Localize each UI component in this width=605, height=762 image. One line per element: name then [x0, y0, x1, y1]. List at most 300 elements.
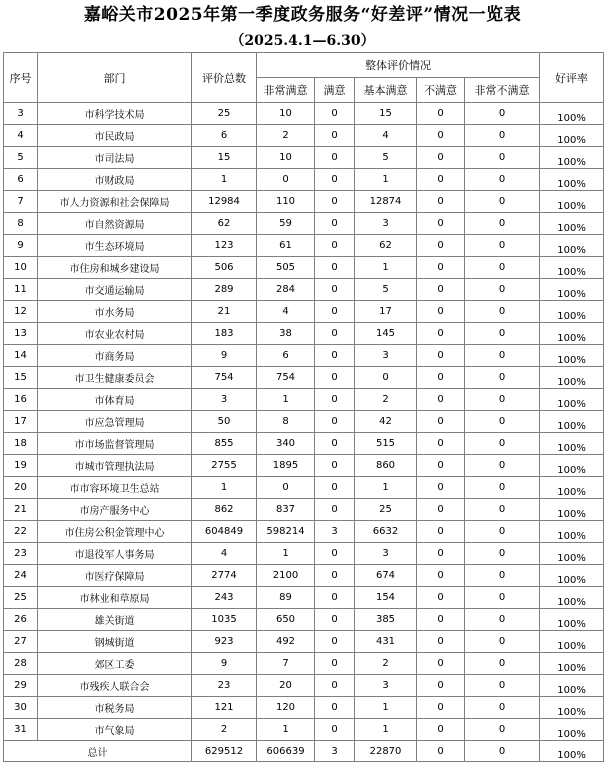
- cell-total[interactable]: 12984: [192, 191, 257, 213]
- table-row: [4, 389, 604, 411]
- cell-very-satisfied[interactable]: 38: [257, 323, 315, 345]
- cell-rate[interactable]: 100%: [540, 235, 604, 257]
- cell-unsatisfied[interactable]: 0: [417, 587, 465, 609]
- cell-unsatisfied[interactable]: 0: [417, 125, 465, 147]
- cell-very-unsatisfied[interactable]: 0: [465, 609, 540, 631]
- cell-very-satisfied[interactable]: 1: [257, 719, 315, 741]
- cell-satisfied[interactable]: 0: [315, 455, 355, 477]
- cell-very-satisfied[interactable]: 10: [257, 147, 315, 169]
- cell-very-satisfied[interactable]: 8: [257, 411, 315, 433]
- cell-dept[interactable]: 市商务局: [38, 345, 192, 367]
- cell-satisfied[interactable]: 0: [315, 631, 355, 653]
- cell-satisfied[interactable]: 0: [315, 719, 355, 741]
- header-overall[interactable]: 整体评价情况: [257, 53, 540, 78]
- cell-unsatisfied[interactable]: 0: [417, 675, 465, 697]
- cell-total[interactable]: 4: [192, 543, 257, 565]
- cell-basic[interactable]: 17: [355, 301, 417, 323]
- header-satisfied[interactable]: 满意: [315, 78, 355, 103]
- cell-rate[interactable]: 100%: [540, 675, 604, 697]
- cell-very-unsatisfied[interactable]: 0: [465, 279, 540, 301]
- cell-basic[interactable]: 431: [355, 631, 417, 653]
- cell-basic[interactable]: 385: [355, 609, 417, 631]
- table-row: [4, 191, 604, 213]
- cell-very-unsatisfied[interactable]: 0: [465, 169, 540, 191]
- cell-basic[interactable]: 3: [355, 345, 417, 367]
- cell-seq[interactable]: 14: [4, 345, 38, 367]
- header-rate[interactable]: 好评率: [540, 53, 604, 103]
- table-row: [4, 631, 604, 653]
- cell-very-unsatisfied[interactable]: 0: [465, 345, 540, 367]
- cell-satisfied[interactable]: 0: [315, 301, 355, 323]
- cell-very-unsatisfied[interactable]: 0: [465, 257, 540, 279]
- cell-total[interactable]: 2: [192, 719, 257, 741]
- cell-seq[interactable]: 29: [4, 675, 38, 697]
- cell-dept[interactable]: 市农业农村局: [38, 323, 192, 345]
- cell-dept[interactable]: 市卫生健康委员会: [38, 367, 192, 389]
- cell-rate[interactable]: 100%: [540, 653, 604, 675]
- cell-dept[interactable]: 市水务局: [38, 301, 192, 323]
- cell-satisfied[interactable]: 0: [315, 279, 355, 301]
- cell-dept[interactable]: 市市容环境卫生总站: [38, 477, 192, 499]
- cell-very-unsatisfied[interactable]: 0: [465, 455, 540, 477]
- total-basic[interactable]: 22870: [355, 741, 417, 762]
- cell-dept[interactable]: 市房产服务中心: [38, 499, 192, 521]
- date-range: （2025.4.1—6.30）: [230, 33, 375, 49]
- cell-total[interactable]: 1: [192, 169, 257, 191]
- cell-very-unsatisfied[interactable]: 0: [465, 147, 540, 169]
- cell-seq[interactable]: 23: [4, 543, 38, 565]
- cell-very-satisfied[interactable]: 6: [257, 345, 315, 367]
- cell-rate[interactable]: 100%: [540, 565, 604, 587]
- cell-very-satisfied[interactable]: 4: [257, 301, 315, 323]
- cell-dept[interactable]: 市住房和城乡建设局: [38, 257, 192, 279]
- cell-unsatisfied[interactable]: 0: [417, 301, 465, 323]
- cell-satisfied[interactable]: 0: [315, 653, 355, 675]
- cell-very-satisfied[interactable]: 837: [257, 499, 315, 521]
- cell-dept[interactable]: 市交通运输局: [38, 279, 192, 301]
- cell-unsatisfied[interactable]: 0: [417, 147, 465, 169]
- cell-very-satisfied[interactable]: 10: [257, 103, 315, 125]
- cell-unsatisfied[interactable]: 0: [417, 455, 465, 477]
- cell-rate[interactable]: 100%: [540, 499, 604, 521]
- cell-rate[interactable]: 100%: [540, 345, 604, 367]
- cell-seq[interactable]: 16: [4, 389, 38, 411]
- cell-very-unsatisfied[interactable]: 0: [465, 675, 540, 697]
- cell-basic[interactable]: 1: [355, 169, 417, 191]
- header-total[interactable]: 评价总数: [192, 53, 257, 103]
- cell-rate[interactable]: 100%: [540, 103, 604, 125]
- cell-dept[interactable]: 市民政局: [38, 125, 192, 147]
- table-row: [4, 521, 604, 543]
- cell-very-unsatisfied[interactable]: 0: [465, 411, 540, 433]
- cell-unsatisfied[interactable]: 0: [417, 367, 465, 389]
- cell-rate[interactable]: 100%: [540, 169, 604, 191]
- cell-very-unsatisfied[interactable]: 0: [465, 235, 540, 257]
- cell-total[interactable]: 21: [192, 301, 257, 323]
- cell-basic[interactable]: 25: [355, 499, 417, 521]
- cell-satisfied[interactable]: 0: [315, 191, 355, 213]
- cell-satisfied[interactable]: 0: [315, 257, 355, 279]
- cell-satisfied[interactable]: 0: [315, 389, 355, 411]
- cell-very-satisfied[interactable]: 110: [257, 191, 315, 213]
- cell-seq[interactable]: 20: [4, 477, 38, 499]
- table-row: [4, 675, 604, 697]
- cell-unsatisfied[interactable]: 0: [417, 719, 465, 741]
- cell-very-satisfied[interactable]: 2: [257, 125, 315, 147]
- cell-unsatisfied[interactable]: 0: [417, 609, 465, 631]
- cell-seq[interactable]: 13: [4, 323, 38, 345]
- cell-satisfied[interactable]: 0: [315, 565, 355, 587]
- cell-dept[interactable]: 市体育局: [38, 389, 192, 411]
- total-very-unsatisfied[interactable]: 0: [465, 741, 540, 762]
- cell-unsatisfied[interactable]: 0: [417, 499, 465, 521]
- cell-seq[interactable]: 3: [4, 103, 38, 125]
- table-row: [4, 455, 604, 477]
- cell-basic[interactable]: 1: [355, 697, 417, 719]
- cell-dept[interactable]: 市残疾人联合会: [38, 675, 192, 697]
- table-row: [4, 125, 604, 147]
- table-row: [4, 367, 604, 389]
- cell-total[interactable]: 1: [192, 477, 257, 499]
- cell-seq[interactable]: 10: [4, 257, 38, 279]
- cell-satisfied[interactable]: 0: [315, 103, 355, 125]
- cell-very-unsatisfied[interactable]: 0: [465, 631, 540, 653]
- cell-rate[interactable]: 100%: [540, 587, 604, 609]
- cell-dept[interactable]: 市医疗保障局: [38, 565, 192, 587]
- cell-very-satisfied[interactable]: 2100: [257, 565, 315, 587]
- cell-dept[interactable]: 市住房公积金管理中心: [38, 521, 192, 543]
- cell-very-satisfied[interactable]: 505: [257, 257, 315, 279]
- cell-total[interactable]: 2774: [192, 565, 257, 587]
- total-count[interactable]: 629512: [192, 741, 257, 762]
- cell-seq[interactable]: 31: [4, 719, 38, 741]
- cell-seq[interactable]: 5: [4, 147, 38, 169]
- cell-very-satisfied[interactable]: 120: [257, 697, 315, 719]
- cell-very-unsatisfied[interactable]: 0: [465, 191, 540, 213]
- cell-basic[interactable]: 0: [355, 367, 417, 389]
- table-row: [4, 433, 604, 455]
- cell-rate[interactable]: 100%: [540, 411, 604, 433]
- total-label[interactable]: 总计: [4, 741, 192, 762]
- cell-seq[interactable]: 9: [4, 235, 38, 257]
- cell-basic[interactable]: 154: [355, 587, 417, 609]
- cell-very-satisfied[interactable]: 284: [257, 279, 315, 301]
- table-row: [4, 653, 604, 675]
- cell-dept[interactable]: 钢城街道: [38, 631, 192, 653]
- cell-dept[interactable]: 市城市管理执法局: [38, 455, 192, 477]
- cell-very-satisfied[interactable]: 0: [257, 477, 315, 499]
- cell-total[interactable]: 289: [192, 279, 257, 301]
- cell-unsatisfied[interactable]: 0: [417, 103, 465, 125]
- cell-total[interactable]: 243: [192, 587, 257, 609]
- cell-basic[interactable]: 62: [355, 235, 417, 257]
- cell-very-unsatisfied[interactable]: 0: [465, 389, 540, 411]
- cell-unsatisfied[interactable]: 0: [417, 235, 465, 257]
- cell-seq[interactable]: 27: [4, 631, 38, 653]
- cell-satisfied[interactable]: 3: [315, 521, 355, 543]
- cell-total[interactable]: 6: [192, 125, 257, 147]
- rating-table: [3, 52, 604, 762]
- cell-very-unsatisfied[interactable]: 0: [465, 697, 540, 719]
- cell-dept[interactable]: 郊区工委: [38, 653, 192, 675]
- cell-basic[interactable]: 3: [355, 213, 417, 235]
- cell-very-satisfied[interactable]: 650: [257, 609, 315, 631]
- cell-dept[interactable]: 市司法局: [38, 147, 192, 169]
- header-unsatisfied[interactable]: 不满意: [417, 78, 465, 103]
- total-very-satisfied[interactable]: 606639: [257, 741, 315, 762]
- cell-seq[interactable]: 6: [4, 169, 38, 191]
- cell-basic[interactable]: 42: [355, 411, 417, 433]
- cell-total[interactable]: 3: [192, 389, 257, 411]
- cell-basic[interactable]: 4: [355, 125, 417, 147]
- cell-very-unsatisfied[interactable]: 0: [465, 543, 540, 565]
- cell-very-unsatisfied[interactable]: 0: [465, 103, 540, 125]
- cell-total[interactable]: 23: [192, 675, 257, 697]
- cell-unsatisfied[interactable]: 0: [417, 191, 465, 213]
- cell-dept[interactable]: 市财政局: [38, 169, 192, 191]
- header-dept[interactable]: 部门: [38, 53, 192, 103]
- cell-very-satisfied[interactable]: 1: [257, 543, 315, 565]
- cell-satisfied[interactable]: 0: [315, 367, 355, 389]
- cell-rate[interactable]: 100%: [540, 521, 604, 543]
- cell-satisfied[interactable]: 0: [315, 609, 355, 631]
- cell-very-unsatisfied[interactable]: 0: [465, 477, 540, 499]
- cell-basic[interactable]: 5: [355, 147, 417, 169]
- cell-very-unsatisfied[interactable]: 0: [465, 367, 540, 389]
- cell-total[interactable]: 15: [192, 147, 257, 169]
- cell-unsatisfied[interactable]: 0: [417, 411, 465, 433]
- cell-basic[interactable]: 3: [355, 675, 417, 697]
- header-very-satisfied[interactable]: 非常满意: [257, 78, 315, 103]
- cell-satisfied[interactable]: 0: [315, 675, 355, 697]
- cell-seq[interactable]: 28: [4, 653, 38, 675]
- cell-very-satisfied[interactable]: 61: [257, 235, 315, 257]
- cell-very-unsatisfied[interactable]: 0: [465, 521, 540, 543]
- table-row: [4, 301, 604, 323]
- cell-very-satisfied[interactable]: 0: [257, 169, 315, 191]
- cell-seq[interactable]: 22: [4, 521, 38, 543]
- cell-very-unsatisfied[interactable]: 0: [465, 323, 540, 345]
- cell-unsatisfied[interactable]: 0: [417, 257, 465, 279]
- cell-very-satisfied[interactable]: 20: [257, 675, 315, 697]
- cell-seq[interactable]: 11: [4, 279, 38, 301]
- cell-unsatisfied[interactable]: 0: [417, 477, 465, 499]
- cell-total[interactable]: 9: [192, 653, 257, 675]
- cell-unsatisfied[interactable]: 0: [417, 213, 465, 235]
- cell-basic[interactable]: 6632: [355, 521, 417, 543]
- total-satisfied[interactable]: 3: [315, 741, 355, 762]
- cell-unsatisfied[interactable]: 0: [417, 389, 465, 411]
- cell-very-unsatisfied[interactable]: 0: [465, 301, 540, 323]
- cell-total[interactable]: 183: [192, 323, 257, 345]
- cell-total[interactable]: 123: [192, 235, 257, 257]
- cell-basic[interactable]: 12874: [355, 191, 417, 213]
- table-row: [4, 499, 604, 521]
- cell-total[interactable]: 50: [192, 411, 257, 433]
- cell-very-satisfied[interactable]: 7: [257, 653, 315, 675]
- cell-rate[interactable]: 100%: [540, 543, 604, 565]
- cell-unsatisfied[interactable]: 0: [417, 433, 465, 455]
- cell-rate[interactable]: 100%: [540, 213, 604, 235]
- cell-very-unsatisfied[interactable]: 0: [465, 719, 540, 741]
- cell-satisfied[interactable]: 0: [315, 213, 355, 235]
- cell-seq[interactable]: 30: [4, 697, 38, 719]
- cell-rate[interactable]: 100%: [540, 697, 604, 719]
- cell-satisfied[interactable]: 0: [315, 543, 355, 565]
- cell-total[interactable]: 604849: [192, 521, 257, 543]
- cell-satisfied[interactable]: 0: [315, 477, 355, 499]
- cell-dept[interactable]: 雄关街道: [38, 609, 192, 631]
- cell-satisfied[interactable]: 0: [315, 147, 355, 169]
- cell-unsatisfied[interactable]: 0: [417, 697, 465, 719]
- table-row: [4, 609, 604, 631]
- cell-satisfied[interactable]: 0: [315, 169, 355, 191]
- cell-dept[interactable]: 市人力资源和社会保障局: [38, 191, 192, 213]
- cell-basic[interactable]: 515: [355, 433, 417, 455]
- cell-dept[interactable]: 市自然资源局: [38, 213, 192, 235]
- cell-seq[interactable]: 21: [4, 499, 38, 521]
- cell-rate[interactable]: 100%: [540, 323, 604, 345]
- table-row: [4, 257, 604, 279]
- cell-dept[interactable]: 市市场监督管理局: [38, 433, 192, 455]
- header-seq[interactable]: 序号: [4, 53, 38, 103]
- cell-very-satisfied[interactable]: 492: [257, 631, 315, 653]
- cell-basic[interactable]: 674: [355, 565, 417, 587]
- cell-seq[interactable]: 7: [4, 191, 38, 213]
- cell-very-satisfied[interactable]: 340: [257, 433, 315, 455]
- cell-basic[interactable]: 145: [355, 323, 417, 345]
- cell-total[interactable]: 506: [192, 257, 257, 279]
- cell-very-unsatisfied[interactable]: 0: [465, 125, 540, 147]
- cell-very-unsatisfied[interactable]: 0: [465, 565, 540, 587]
- cell-rate[interactable]: 100%: [540, 477, 604, 499]
- table-row: [4, 323, 604, 345]
- cell-total[interactable]: 25: [192, 103, 257, 125]
- cell-rate[interactable]: 100%: [540, 609, 604, 631]
- cell-satisfied[interactable]: 0: [315, 345, 355, 367]
- cell-total[interactable]: 923: [192, 631, 257, 653]
- cell-satisfied[interactable]: 0: [315, 235, 355, 257]
- cell-seq[interactable]: 8: [4, 213, 38, 235]
- cell-unsatisfied[interactable]: 0: [417, 631, 465, 653]
- cell-satisfied[interactable]: 0: [315, 499, 355, 521]
- cell-basic[interactable]: 1: [355, 477, 417, 499]
- cell-rate[interactable]: 100%: [540, 301, 604, 323]
- cell-very-unsatisfied[interactable]: 0: [465, 653, 540, 675]
- cell-seq[interactable]: 12: [4, 301, 38, 323]
- cell-unsatisfied[interactable]: 0: [417, 323, 465, 345]
- cell-unsatisfied[interactable]: 0: [417, 345, 465, 367]
- cell-very-satisfied[interactable]: 598214: [257, 521, 315, 543]
- cell-very-unsatisfied[interactable]: 0: [465, 433, 540, 455]
- table-row: [4, 279, 604, 301]
- cell-satisfied[interactable]: 0: [315, 587, 355, 609]
- cell-dept[interactable]: 市税务局: [38, 697, 192, 719]
- cell-total[interactable]: 62: [192, 213, 257, 235]
- header-basic[interactable]: 基本满意: [355, 78, 417, 103]
- cell-rate[interactable]: 100%: [540, 631, 604, 653]
- cell-rate[interactable]: 100%: [540, 719, 604, 741]
- header-very-unsatisfied[interactable]: 非常不满意: [465, 78, 540, 103]
- cell-basic[interactable]: 15: [355, 103, 417, 125]
- cell-unsatisfied[interactable]: 0: [417, 521, 465, 543]
- cell-very-satisfied[interactable]: 1: [257, 389, 315, 411]
- cell-very-satisfied[interactable]: 754: [257, 367, 315, 389]
- cell-satisfied[interactable]: 0: [315, 125, 355, 147]
- cell-basic[interactable]: 1: [355, 257, 417, 279]
- cell-total[interactable]: 2755: [192, 455, 257, 477]
- cell-seq[interactable]: 15: [4, 367, 38, 389]
- cell-total[interactable]: 855: [192, 433, 257, 455]
- cell-total[interactable]: 1035: [192, 609, 257, 631]
- cell-dept[interactable]: 市气象局: [38, 719, 192, 741]
- cell-basic[interactable]: 2: [355, 653, 417, 675]
- cell-dept[interactable]: 市林业和草原局: [38, 587, 192, 609]
- cell-very-unsatisfied[interactable]: 0: [465, 587, 540, 609]
- cell-unsatisfied[interactable]: 0: [417, 169, 465, 191]
- cell-satisfied[interactable]: 0: [315, 323, 355, 345]
- cell-very-unsatisfied[interactable]: 0: [465, 499, 540, 521]
- cell-total[interactable]: 862: [192, 499, 257, 521]
- table-row: [4, 587, 604, 609]
- cell-seq[interactable]: 19: [4, 455, 38, 477]
- cell-rate[interactable]: 100%: [540, 433, 604, 455]
- cell-rate[interactable]: 100%: [540, 389, 604, 411]
- cell-satisfied[interactable]: 0: [315, 433, 355, 455]
- cell-total[interactable]: 9: [192, 345, 257, 367]
- cell-seq[interactable]: 18: [4, 433, 38, 455]
- table-row: [4, 697, 604, 719]
- cell-rate[interactable]: 100%: [540, 367, 604, 389]
- cell-rate[interactable]: 100%: [540, 257, 604, 279]
- cell-very-satisfied[interactable]: 1895: [257, 455, 315, 477]
- cell-very-unsatisfied[interactable]: 0: [465, 213, 540, 235]
- total-rate[interactable]: 100%: [540, 741, 604, 762]
- cell-rate[interactable]: 100%: [540, 147, 604, 169]
- cell-seq[interactable]: 24: [4, 565, 38, 587]
- cell-seq[interactable]: 17: [4, 411, 38, 433]
- cell-rate[interactable]: 100%: [540, 191, 604, 213]
- cell-satisfied[interactable]: 0: [315, 697, 355, 719]
- cell-dept[interactable]: 市生态环境局: [38, 235, 192, 257]
- cell-dept[interactable]: 市退役军人事务局: [38, 543, 192, 565]
- cell-unsatisfied[interactable]: 0: [417, 543, 465, 565]
- cell-seq[interactable]: 25: [4, 587, 38, 609]
- cell-basic[interactable]: 5: [355, 279, 417, 301]
- cell-dept[interactable]: 市应急管理局: [38, 411, 192, 433]
- cell-dept[interactable]: 市科学技术局: [38, 103, 192, 125]
- cell-basic[interactable]: 3: [355, 543, 417, 565]
- cell-unsatisfied[interactable]: 0: [417, 279, 465, 301]
- cell-rate[interactable]: 100%: [540, 125, 604, 147]
- cell-basic[interactable]: 1: [355, 719, 417, 741]
- cell-unsatisfied[interactable]: 0: [417, 653, 465, 675]
- cell-unsatisfied[interactable]: 0: [417, 565, 465, 587]
- cell-rate[interactable]: 100%: [540, 279, 604, 301]
- total-unsatisfied[interactable]: 0: [417, 741, 465, 762]
- cell-seq[interactable]: 4: [4, 125, 38, 147]
- cell-total[interactable]: 121: [192, 697, 257, 719]
- cell-satisfied[interactable]: 0: [315, 411, 355, 433]
- cell-very-satisfied[interactable]: 89: [257, 587, 315, 609]
- cell-basic[interactable]: 860: [355, 455, 417, 477]
- cell-total[interactable]: 754: [192, 367, 257, 389]
- cell-basic[interactable]: 2: [355, 389, 417, 411]
- cell-seq[interactable]: 26: [4, 609, 38, 631]
- total-row: [4, 741, 604, 762]
- cell-rate[interactable]: 100%: [540, 455, 604, 477]
- cell-very-satisfied[interactable]: 59: [257, 213, 315, 235]
